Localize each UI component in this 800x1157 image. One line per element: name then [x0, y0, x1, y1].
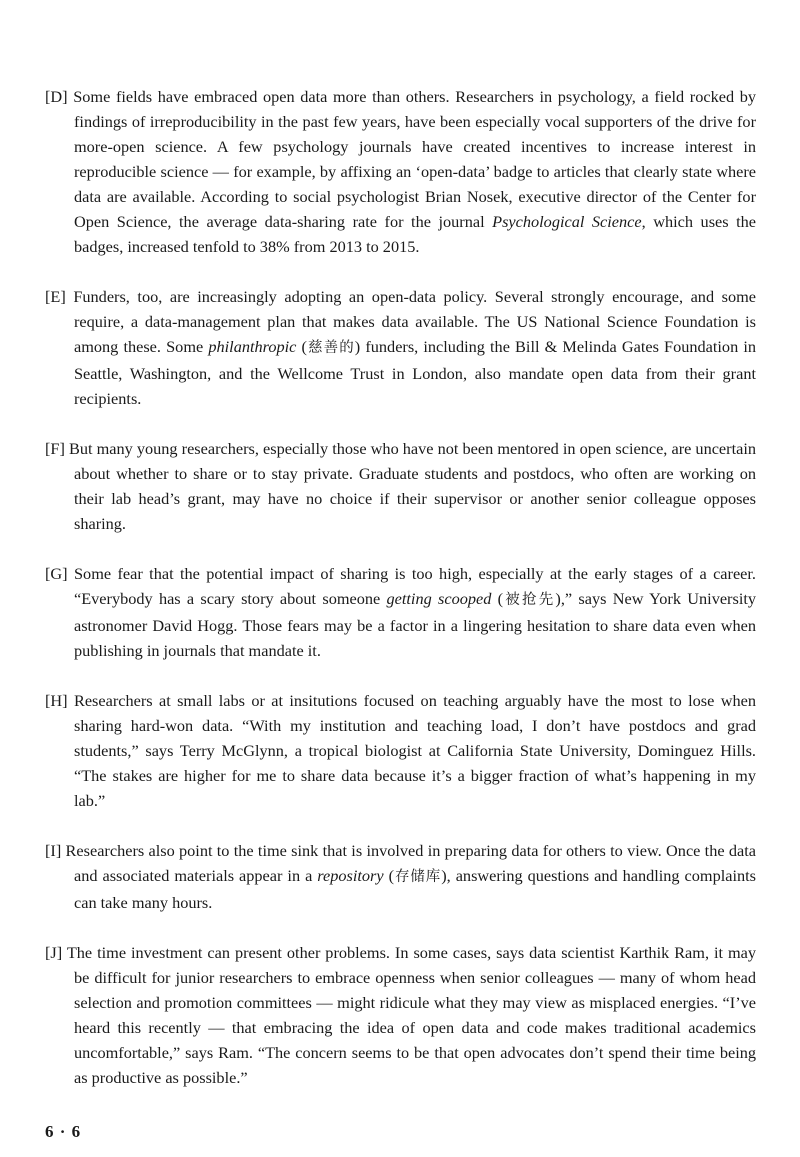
chinese-gloss: 存储库 [394, 869, 442, 885]
italic-term: philanthropic [208, 337, 297, 356]
paragraph-label: [F] [45, 439, 65, 458]
paragraph-label: [G] [45, 564, 68, 583]
paragraph-label: [E] [45, 287, 66, 306]
paragraph-text: ( [383, 866, 395, 885]
paragraph-label: [D] [45, 87, 68, 106]
paragraph-text: , which uses the badges, increased tenfold to 38% from 2013 to 2015. [74, 212, 757, 256]
paragraph-label: [J] [45, 943, 63, 962]
italic-term: repository [317, 866, 384, 885]
paragraph-text: But many young researchers, especially those who have not been mentored in open science, are uncertain about whether to share or to stay private. Graduate students and postdocs, who often are working on their lab head’s grant, may have no choice if their supervisor or another senior colleague opposes sharing. [64, 439, 756, 533]
paragraph-text: ( [296, 337, 307, 356]
paragraph-text: Researchers at small labs or at insitutions focused on teaching arguably have the most to lose when sharing hard-won data. “With my institution and teaching load, I don’t have postdocs and grad students,” says Terry McGlynn, a tropical biologist at California State University, Dominguez Hills. “The stakes are higher for me to share data because it’s a bigger fraction of what’s happening in my lab.” [67, 691, 756, 810]
article-body [45, 84, 756, 1115]
paragraph [45, 284, 756, 411]
italic-term: Psychological Science [492, 212, 642, 231]
paragraph-text: ), answering questions and handling complaints can take many hours. [74, 866, 757, 912]
paragraph [45, 561, 756, 663]
paragraph-label: [I] [45, 841, 62, 860]
chinese-gloss: 慈善的 [306, 340, 355, 356]
paragraph-text: ),” says New York University astronomer David Hogg. Those fears may be a factor in a lingering hesitation to share data even when publishing in journals that mandate it. [74, 589, 757, 660]
paragraph [45, 688, 756, 813]
paragraph [45, 436, 756, 536]
paragraph [45, 940, 756, 1090]
paragraph-label: [H] [45, 691, 68, 710]
page-number: 6 · 6 [45, 1122, 82, 1141]
paragraph-text: The time investment can present other problems. In some cases, says data scientist Karthik Ram, it may be difficult for junior researchers to embrace openness when senior colleagues — many of whom head selection and promotion committees — might ridicule what they may view as misplaced energies. “I’ve heard this recently — that embracing the idea of open data and code makes traditional academics uncomfortable,” says Ram. “The concern seems to be that open advocates don’t spend their time being as productive as possible.” [62, 943, 756, 1087]
paragraph-text: Funders, too, are increasingly adopting an open-data policy. Several strongly encourage, and some require, a data-management plan that makes data available. The US National Science Foundation is among these. Some [65, 287, 756, 356]
chinese-gloss: 被抢先 [503, 592, 556, 608]
paragraph [45, 84, 756, 259]
paragraph-text: ) funders, including the Bill & Melinda Gates Foundation in Seattle, Washington, and the Wellcome Trust in London, also mandate open data from their grant recipients. [74, 337, 757, 408]
italic-term: getting scooped [386, 589, 492, 608]
paragraph [45, 838, 756, 915]
paragraph-text: ( [491, 589, 504, 608]
paragraph-text: Some fear that the potential impact of sharing is too high, especially at the early stages of a career. “Everybody has a scary story about someone [67, 564, 756, 608]
paragraph-text: Some fields have embraced open data more than others. Researchers in psychology, a field rocked by findings of irreproducibility in the past few years, have been especially vocal supporters of the drive for more-open science. A few psychology journals have created incentives to increase interest in reproducible science — for example, by affixing an ‘open-data’ badge to articles that clearly state where data are available. According to social psychologist Brian Nosek, executive director of the Center for Open Science, the average data-sharing rate for the journal [67, 87, 756, 231]
paragraph-text: Researchers also point to the time sink that is involved in preparing data for others to view. Once the data and associated materials appear in a [61, 841, 756, 885]
